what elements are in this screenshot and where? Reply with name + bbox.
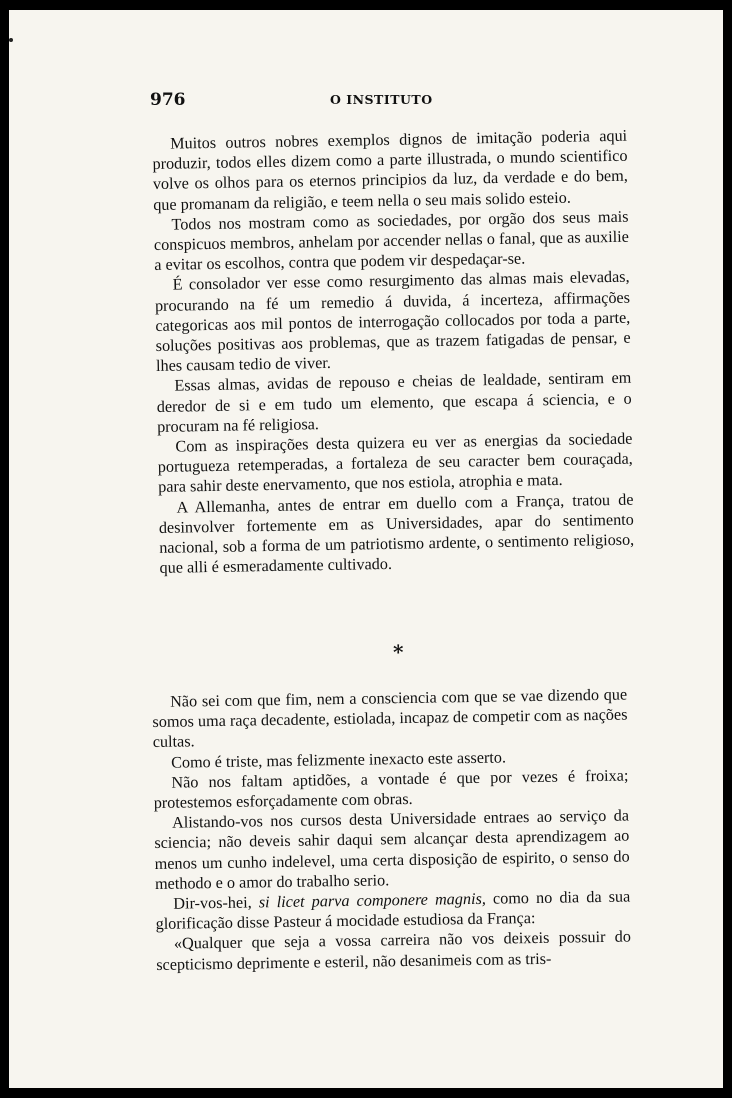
paragraph: Muitos outros nobres exemplos dignos de imitação poderia aqui produzir, todos elles dizem como a parte illustrada, o mundo scientifico volve os olhos para os eternos principios da luz, da verdade e do bem, que promanam da religião, e teem nella o seu mais solido esteio. <box>152 126 628 214</box>
quote-intro-continuation: como no dia da sua glorificação disse Pasteur á mocidade estudiosa da França: <box>155 887 631 934</box>
paragraph: Essas almas, avidas de repouso e cheias de lealdade, sentiram em deredor de si e em tudo um elemento, que escapa á sciencia, e o procuram na fé religiosa. <box>156 369 632 436</box>
running-title: O INSTITUTO <box>330 92 433 107</box>
paragraph: Como é triste, mas felizmente inexacto este asserto. <box>170 748 507 772</box>
paragraph: «Qualquer que seja a vossa carreira não vos deixeis possuir do scepticismo deprimente e esteril, não desanimeis com as tris- <box>156 927 632 974</box>
section-separator-asterisk: * <box>393 640 404 664</box>
ink-speck <box>9 38 13 42</box>
text-section-2 <box>152 685 631 975</box>
paragraph: Não sei com que fim, nem a consciencia com que se vae dizendo que somos uma raça decadente, estiolada, incapaz de competir com as nações cultas. <box>152 685 628 752</box>
book-page <box>9 10 723 1088</box>
paragraph: Não nos faltam aptidões, a vontade é que por vezes é froixa; protestemos esforçadamente com obras. <box>153 766 629 813</box>
page-number: 976 <box>150 90 186 110</box>
quote-intro-text: Dir-vos-hei, <box>173 893 259 913</box>
paragraph: Alistando-vos nos cursos desta Universidade entraes ao serviço da sciencia; não deveis sahir daqui sem alcançar desta aprendizagem ao menos um cunho indelevel, uma certa disposição de espirito, o senso do methodo e o amor do trabalho serio. <box>154 806 630 893</box>
text-section-1 <box>152 126 635 579</box>
paragraph: A Allemanha, antes de entrar em duello com a França, tratou de desinvolver fortemente em as Universidades, apar do sentimento nacional, sob a forma de um patriotismo ardente, o sentimento religioso, que alli é esmeradamente cultivado. <box>158 490 635 578</box>
paragraph: Com as inspirações desta quizera eu ver as energias da sociedade portugueza retemperadas, a fortaleza de seu caracter bem couraçada, para sahir deste enervamento, que nos estiola, atrophia e mata. <box>157 429 633 497</box>
paragraph: É consolador ver esse como resurgimento das almas mais elevadas, procurando na fé um remedio á duvida, á incerteza, affirmações categoricas aos mil pontos de interrogação collocados por toda a parte, soluções positivas aos problemas, que as trazem fatigadas de pensar, e lhes causam tedio de viver. <box>154 268 631 376</box>
latin-phrase: si licet parva componere magnis, <box>258 889 486 912</box>
paragraph: Todos nos mostram como as sociedades, por orgão dos seus mais conspicuos membros, anhelam por accender nellas o fanal, que as auxilie a evitar os escolhos, contra que podem vir despedaçar-se. <box>153 207 630 275</box>
